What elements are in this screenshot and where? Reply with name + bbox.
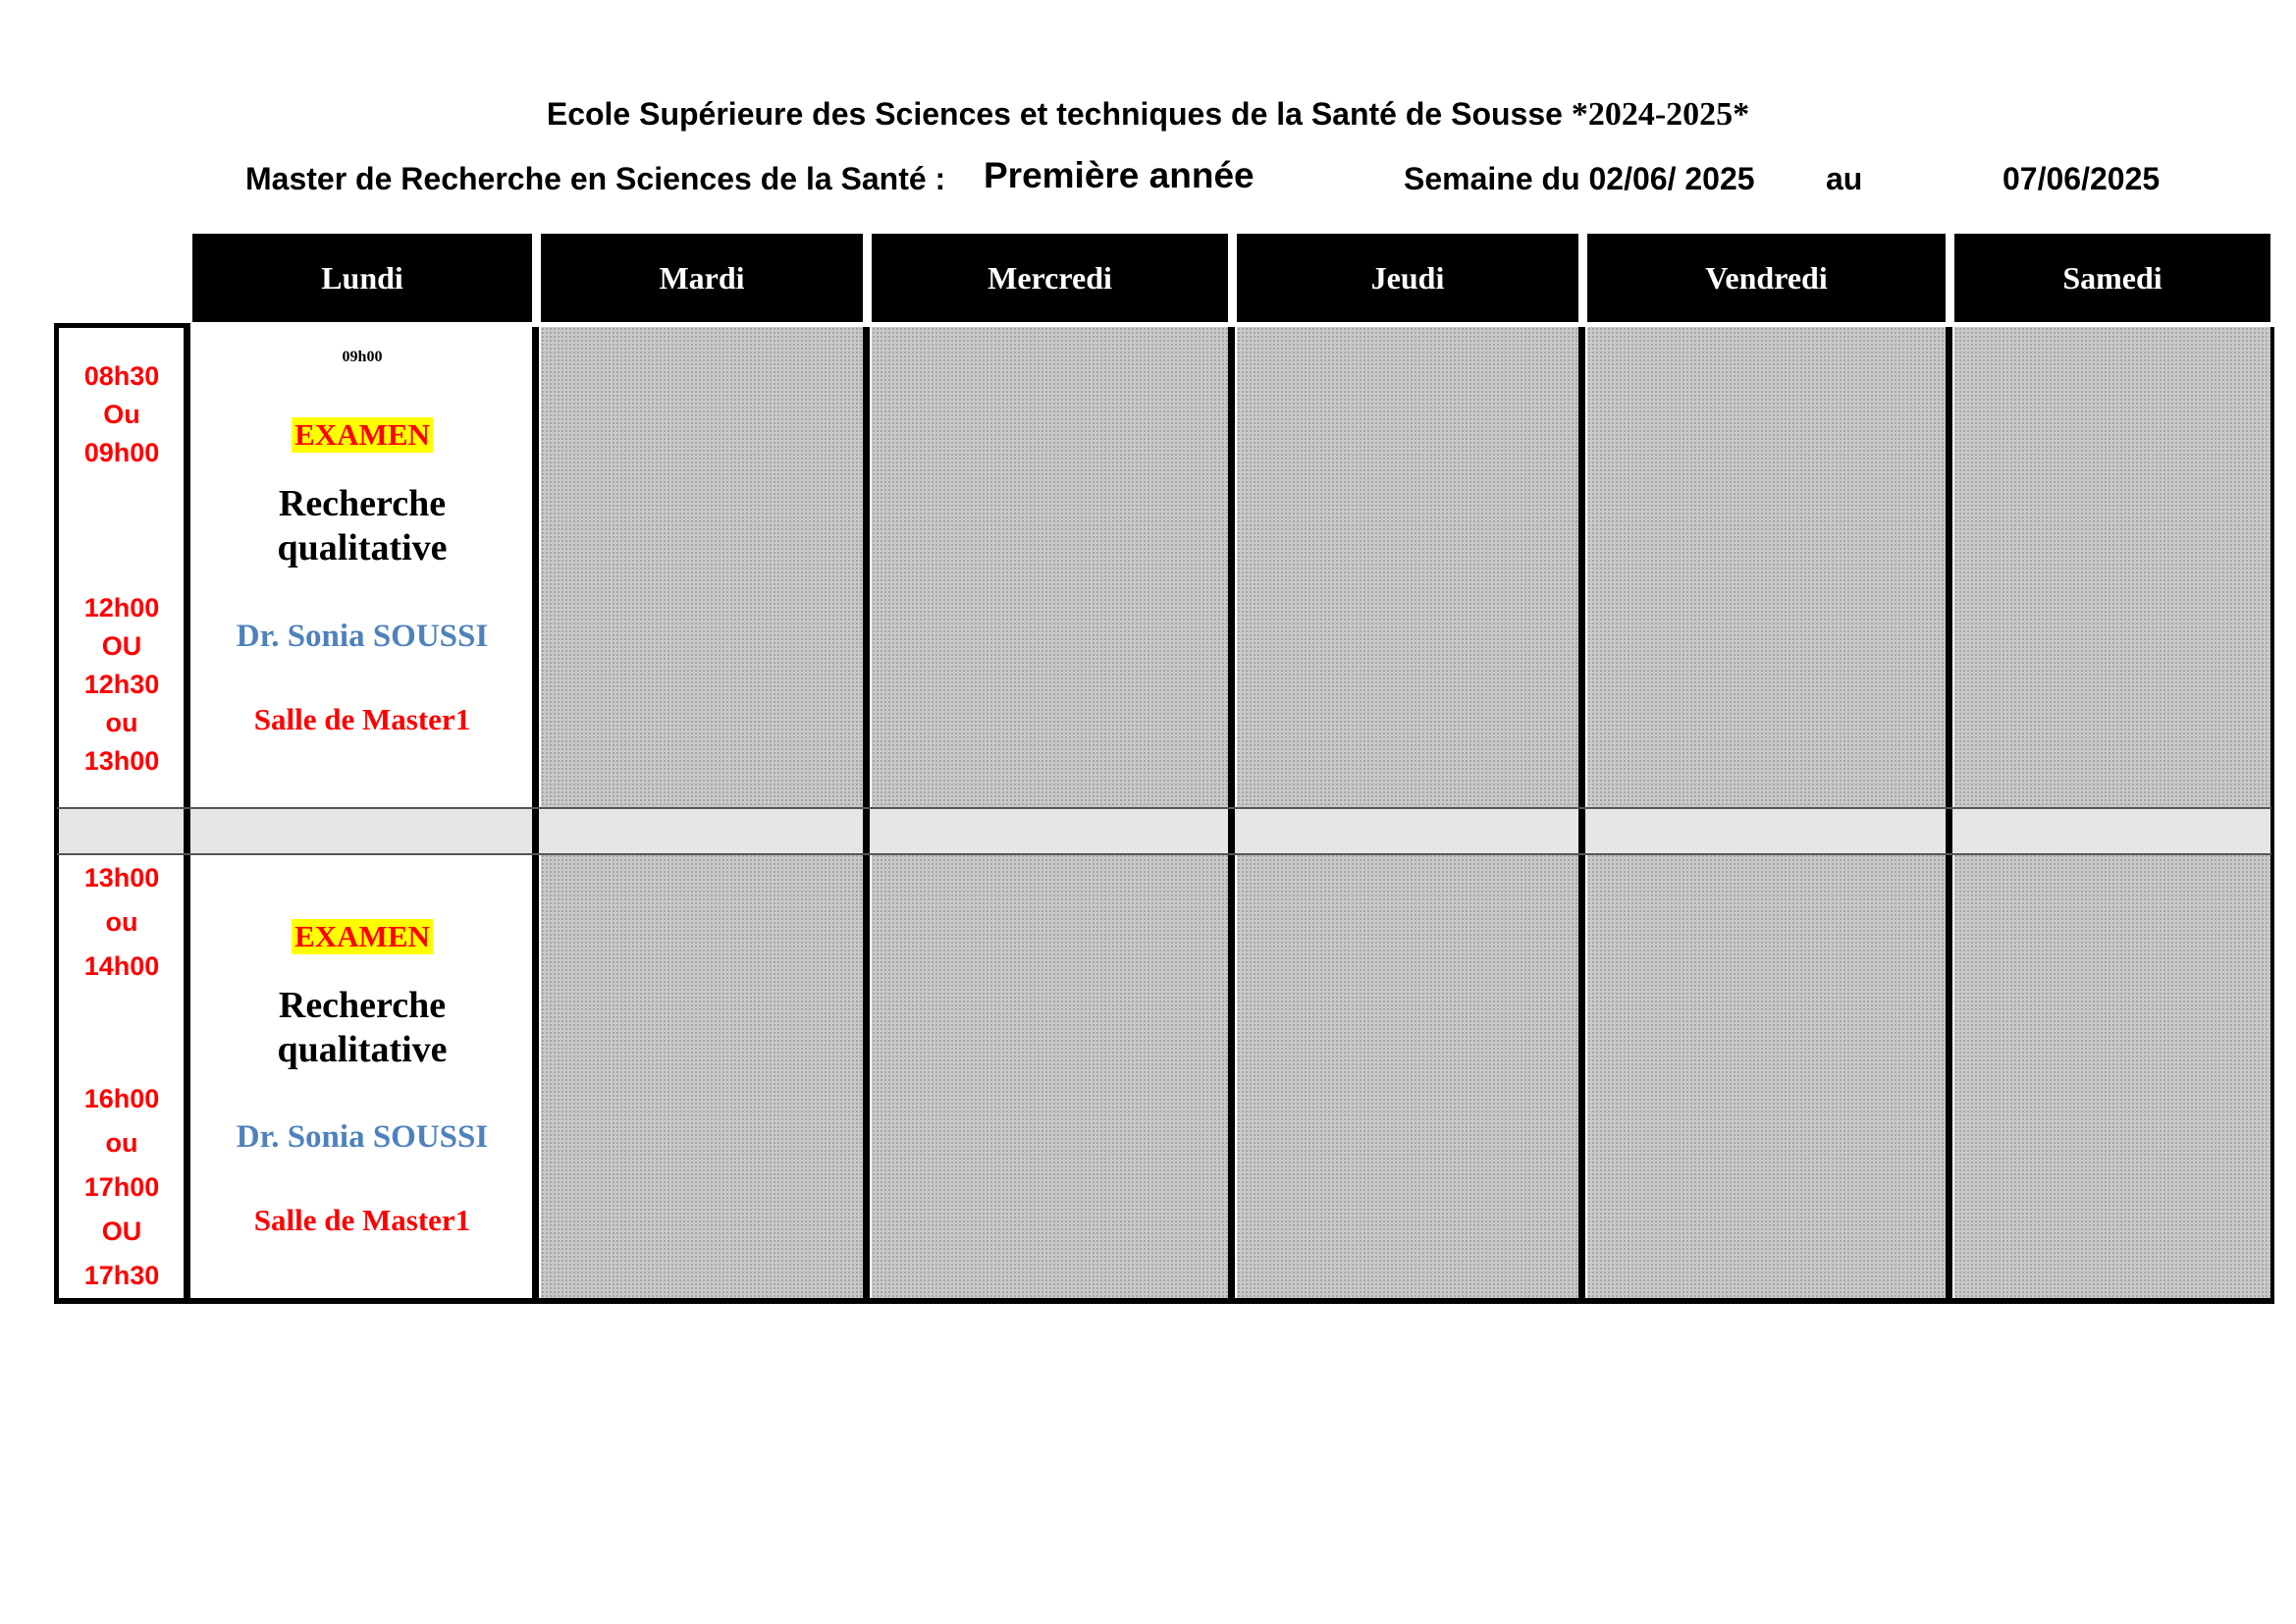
time-label: ou [105,907,138,937]
week-end: 07/06/2025 [2002,161,2161,196]
time-label: 13h00 [83,746,160,776]
time-label: 17h00 [83,1172,160,1202]
time-label: 12h00 [83,593,160,623]
week-to: au [1826,161,1863,196]
program-level: Première année [984,155,1255,195]
course-line: qualitative [277,527,448,568]
day-header-samedi: Samedi [1954,234,2270,322]
time-label: 14h00 [83,951,160,981]
day-header-mercredi: Mercredi [872,234,1228,322]
empty-cell-samedi-afternoon [1954,854,2270,1299]
empty-cell-jeudi-morning [1237,327,1578,808]
empty-cell-mercredi-morning [872,327,1228,808]
grid-right [2270,327,2274,1303]
teacher-name-morning: Dr. Sonia SOUSSI [236,619,489,654]
course-line: Recherche [278,483,447,524]
day-header-vendredi: Vendredi [1587,234,1946,322]
grid-break-bottom [57,853,2271,855]
grid-divider-mercredi [1228,327,1235,1303]
empty-cell-samedi-morning [1954,327,2270,808]
empty-cell-mardi-morning [541,327,863,808]
empty-cell-mercredi-afternoon [872,854,1228,1299]
exam-badge: EXAMEN [292,919,433,954]
time-label: OU [101,631,142,661]
grid-bottom [54,1298,2274,1304]
course-line: Recherche [278,985,447,1026]
grid-divider-jeudi [1578,327,1585,1303]
time-label: 12h30 [83,670,160,699]
course-line: qualitative [277,1029,448,1070]
time-label: ou [105,1128,138,1158]
time-label: 08h30 [83,361,160,391]
course-title-afternoon [191,984,533,1072]
exam-tag-afternoon [191,919,533,954]
time-afternoon-end [57,1077,187,1298]
day-header-mardi: Mardi [541,234,863,322]
lunch-break-row [57,808,2271,854]
program-line [245,155,2209,202]
teacher-name-afternoon: Dr. Sonia SOUSSI [236,1119,489,1155]
week-start: Semaine du 02/06/ 2025 [1404,161,1755,196]
empty-cell-mardi-afternoon [541,854,863,1299]
exam-tag-morning [191,417,533,453]
time-label: Ou [103,400,140,429]
room-afternoon: Salle de Master1 [253,1203,471,1237]
day-header-jeudi: Jeudi [1237,234,1578,322]
time-label: ou [105,708,138,737]
grid-divider-mardi [863,327,870,1303]
grid-break-top [57,807,2271,809]
room-morning: Salle de Master1 [253,702,471,736]
grid-top-time [54,323,188,328]
time-label: 16h00 [83,1084,160,1113]
time-afternoon-start [57,856,187,989]
day-header-lundi: Lundi [192,234,532,322]
session-start-time: 09h00 [342,349,383,365]
empty-cell-vendredi-morning [1587,327,1946,808]
school-name: Ecole Supérieure des Sciences et techniques de la Santé de Sousse [546,96,1563,132]
empty-cell-vendredi-afternoon [1587,854,1946,1299]
time-label: OU [101,1217,142,1246]
grid-divider-lundi [532,327,539,1303]
program-name: Master de Recherche en Sciences de la Santé : [245,161,946,196]
empty-cell-jeudi-afternoon [1237,854,1578,1299]
academic-year: *2024-2025* [1571,96,1750,133]
time-morning-start [57,357,187,472]
time-label: 17h30 [83,1261,160,1290]
time-label: 13h00 [83,863,160,893]
school-title [0,96,2296,134]
course-title-morning [191,482,533,570]
time-morning-end [57,589,187,781]
exam-badge: EXAMEN [292,417,433,453]
time-label: 09h00 [83,438,160,467]
grid-divider-vendredi [1946,327,1952,1303]
